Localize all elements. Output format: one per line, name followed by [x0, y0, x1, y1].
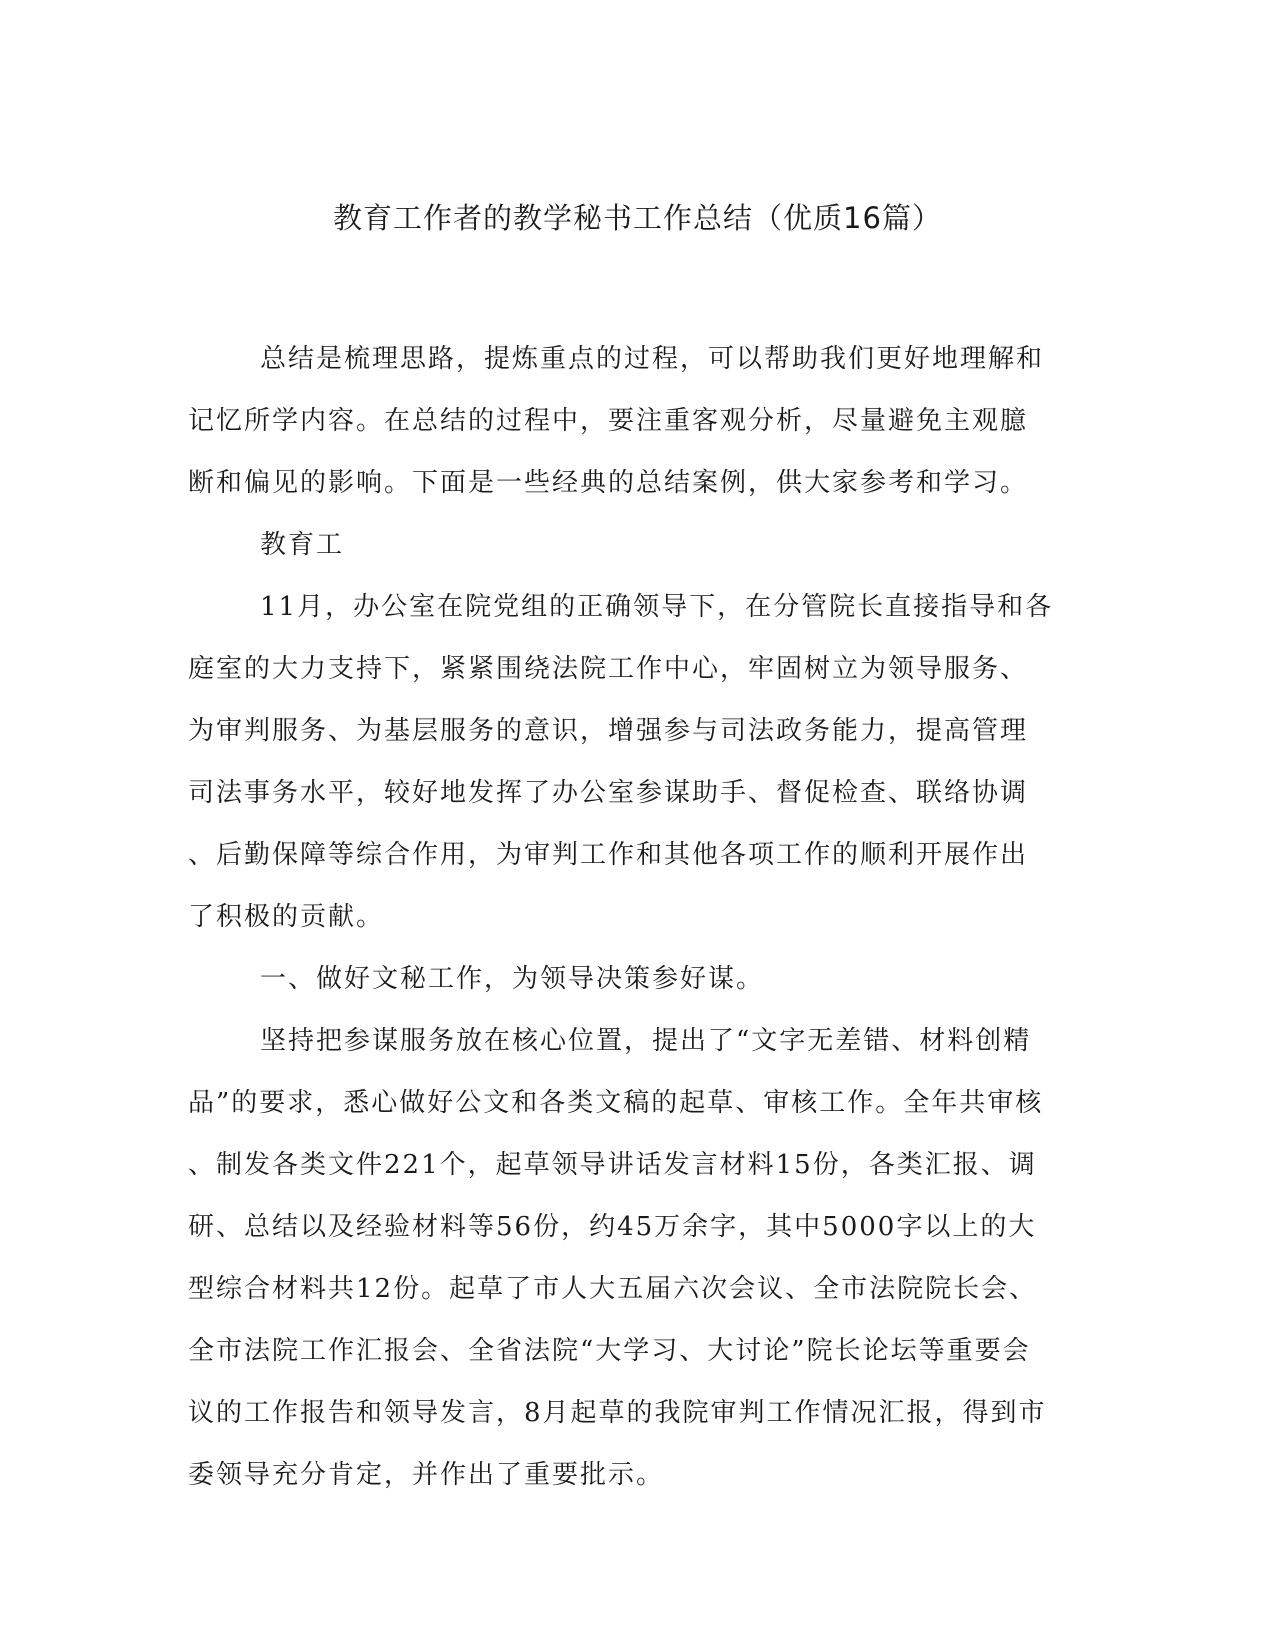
body-line: 坚持把参谋服务放在核心位置，提出了“文字无差错、材料创精: [260, 1026, 1032, 1056]
body-line: 记忆所学内容。在总结的过程中，要注重客观分析，尽量避免主观臆: [188, 406, 1029, 436]
body-line: 11月，办公室在院党组的正确领导下，在分管院长直接指导和各: [260, 592, 1054, 622]
body-line: 教育工: [260, 530, 345, 560]
body-line: 品”的要求，悉心做好公文和各类文稿的起草、审核工作。全年共审核: [188, 1088, 1044, 1118]
body-line: 庭室的大力支持下，紧紧围绕法院工作中心，牢固树立为领导服务、: [188, 654, 1029, 684]
body-line: 、制发各类文件221个，起草领导讲话发言材料15份，各类汇报、调: [188, 1150, 1037, 1180]
document-title: 教育工作者的教学秘书工作总结（优质16篇）: [333, 201, 942, 235]
body-line: 型综合材料共12份。起草了市人大五届六次会议、全市法院院长会、: [188, 1274, 1038, 1304]
body-line: 司法事务水平，较好地发挥了办公室参谋助手、督促检查、联络协调: [188, 778, 1029, 808]
body-line: 议的工作报告和领导发言，8月起草的我院审判工作情况汇报，得到市: [188, 1398, 1047, 1428]
body-line: 全市法院工作汇报会、全省法院“大学习、大讨论”院长论坛等重要会: [188, 1336, 1031, 1366]
body-line: 、后勤保障等综合作用，为审判工作和其他各项工作的顺利开展作出: [188, 840, 1029, 870]
body-line: 断和偏见的影响。下面是一些经典的总结案例，供大家参考和学习。: [188, 468, 1029, 498]
body-line: 研、总结以及经验材料等56份，约45万余字，其中5000字以上的大: [188, 1212, 1037, 1242]
body-line: 委领导充分肯定，并作出了重要批示。: [188, 1460, 665, 1490]
document-body: [188, 328, 1080, 1506]
body-line: 为审判服务、为基层服务的意识，增强参与司法政务能力，提高管理: [188, 716, 1029, 746]
body-line: 了积极的贡献。: [188, 902, 385, 932]
body-line: 一、做好文秘工作，为领导决策参好谋。: [260, 964, 765, 994]
body-line: 总结是梳理思路，提炼重点的过程，可以帮助我们更好地理解和: [260, 344, 1045, 374]
